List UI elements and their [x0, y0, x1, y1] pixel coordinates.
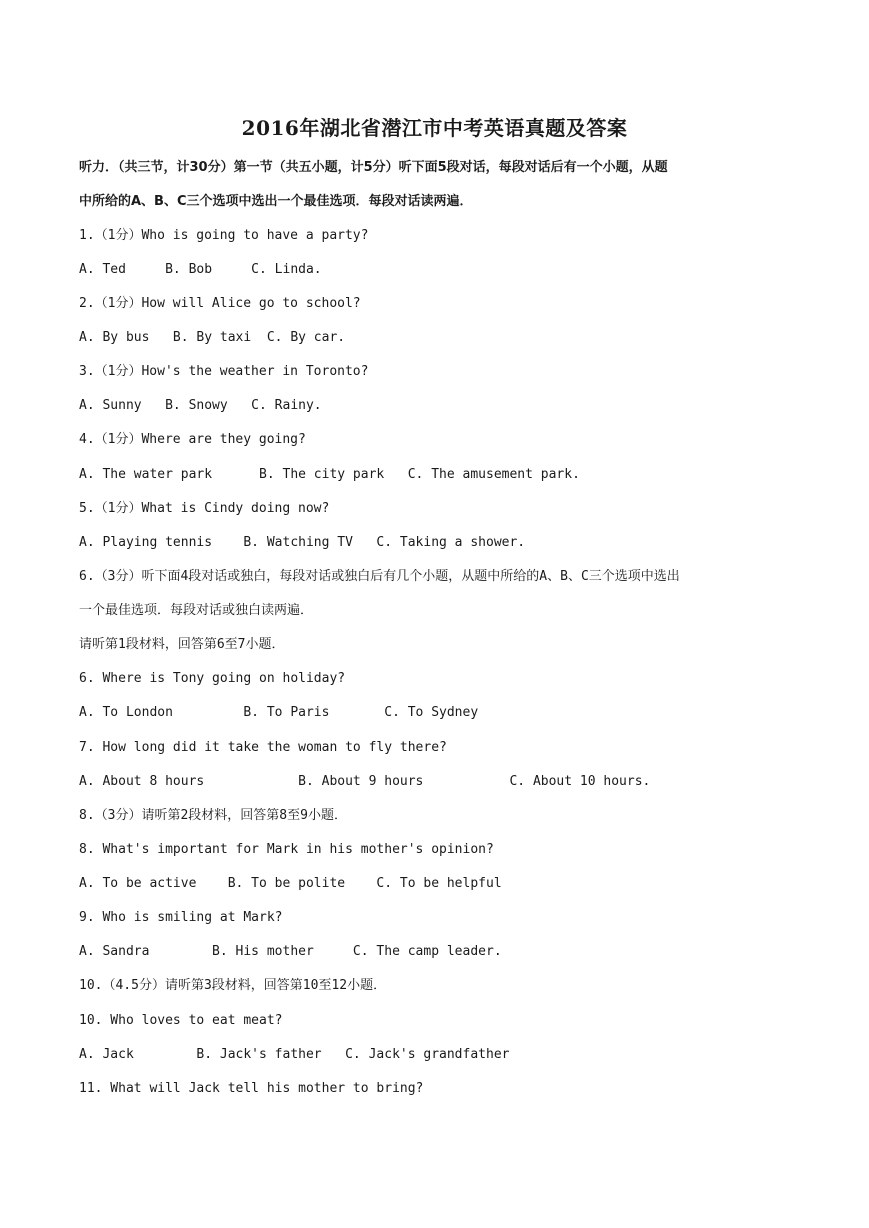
question-1: 1.（1分）Who is going to have a party? — [79, 228, 369, 243]
question-3: 3.（1分）How's the weather in Toronto? — [79, 364, 369, 379]
question-9: 9. Who is smiling at Mark? — [79, 910, 283, 925]
question-7: 7. How long did it take the woman to fly there? — [79, 740, 447, 755]
options-4: A. The water park B. The city park C. The amusement park. — [79, 467, 580, 482]
question-10: 10. Who loves to eat meat? — [79, 1013, 283, 1028]
section-2-instruction-2: 一个最佳选项．每段对话或独白读两遍． — [79, 603, 314, 618]
options-7: A. About 8 hours B. About 9 hours C. About 10 hours. — [79, 774, 651, 789]
question-4: 4.（1分）Where are they going? — [79, 432, 306, 447]
passage-3-instruction: 10.（4.5分）请听第3段材料，回答第10至12小题． — [79, 978, 387, 993]
section-2-instruction-1: 6.（3分）听下面4段对话或独白，每段对话或独白后有几个小题，从题中所给的A、B、C三个选项中选出 — [79, 569, 680, 584]
intro-line-2: 中所给的A、B、C三个选项中选出一个最佳选项．每段对话读两遍． — [79, 194, 473, 209]
options-6: A. To London B. To Paris C. To Sydney — [79, 705, 479, 720]
options-9: A. Sandra B. His mother C. The camp leader. — [79, 944, 502, 959]
page-title: 2016年湖北省潜江市中考英语真题及答案 — [241, 116, 628, 140]
passage-1-instruction: 请听第1段材料，回答第6至7小题． — [79, 637, 285, 652]
options-2: A. By bus B. By taxi C. By car. — [79, 330, 346, 345]
question-11: 11. What will Jack tell his mother to bring? — [79, 1081, 424, 1096]
question-2: 2.（1分）How will Alice go to school? — [79, 296, 361, 311]
intro-line-1: 听力．（共三节，计30分）第一节（共五小题，计5分）听下面5段对话，每段对话后有一个小题，从题 — [79, 160, 668, 175]
question-8: 8. What's important for Mark in his mother's opinion? — [79, 842, 494, 857]
options-3: A. Sunny B. Snowy C. Rainy. — [79, 398, 322, 413]
passage-2-instruction: 8.（3分）请听第2段材料，回答第8至9小题． — [79, 808, 347, 823]
options-1: A. Ted B. Bob C. Linda. — [79, 262, 322, 277]
options-5: A. Playing tennis B. Watching TV C. Taking a shower. — [79, 535, 526, 550]
question-5: 5.（1分）What is Cindy doing now? — [79, 501, 330, 516]
question-6: 6. Where is Tony going on holiday? — [79, 671, 346, 686]
options-10: A. Jack B. Jack's father C. Jack's grandfather — [79, 1047, 510, 1062]
options-8: A. To be active B. To be polite C. To be helpful — [79, 876, 502, 891]
